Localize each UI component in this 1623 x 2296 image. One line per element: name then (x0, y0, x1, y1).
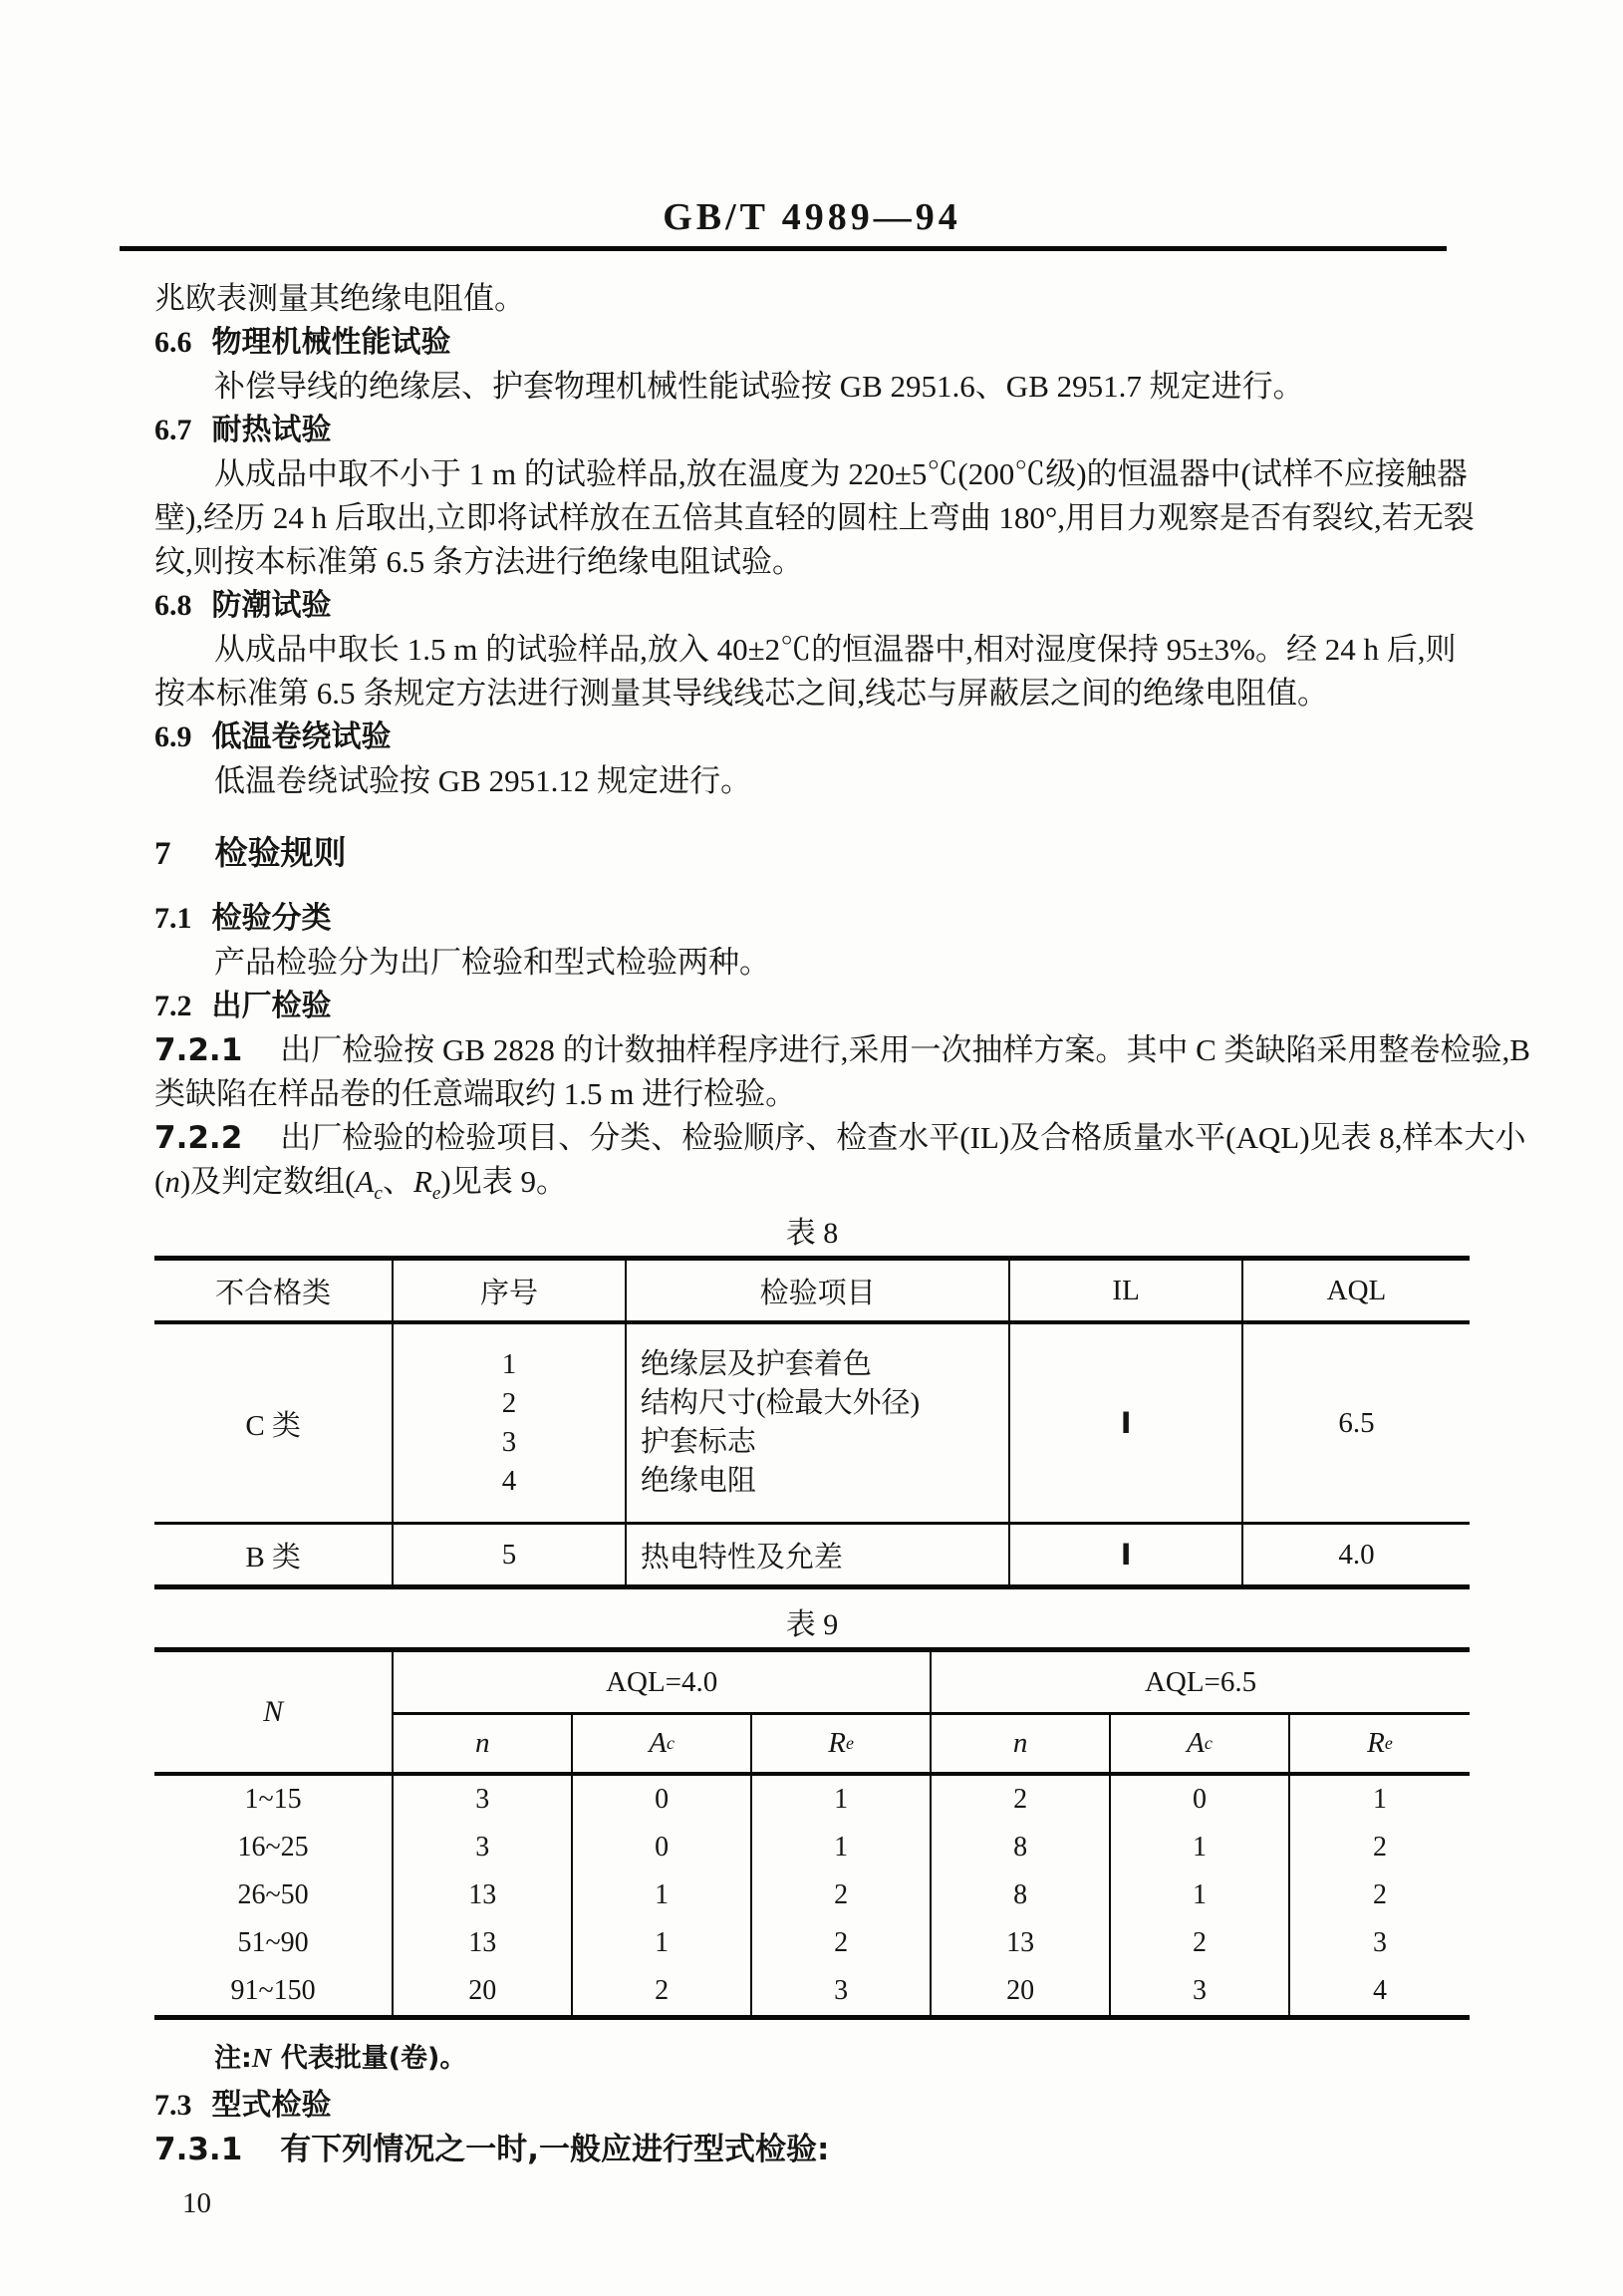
symbol-n: n (164, 1164, 180, 1199)
value-cell: 8 (932, 1824, 1111, 1871)
table-9-header (154, 1652, 1470, 1772)
subscript-c: c (1204, 1733, 1213, 1753)
table-row (154, 1967, 1470, 2015)
sub-header-Re (1290, 1715, 1470, 1772)
symbol-Re: R (412, 1164, 432, 1199)
clause-number: 6.8 (154, 589, 192, 622)
subscript-e: e (845, 1733, 854, 1753)
n-column-header: N (154, 1652, 394, 1772)
value-cell: 1 (1372, 1784, 1387, 1815)
column-header: IL (1010, 1261, 1243, 1320)
section-heading-7 (154, 829, 1470, 877)
table-9-caption: 表 9 (785, 1608, 839, 1641)
table-row (154, 1324, 1470, 1525)
symbol-A: A (649, 1727, 668, 1759)
clause-number: 7.2.1 (154, 1032, 243, 1068)
paragraph-line: 按本标准第 6.5 条规定方法进行测量其导线线芯之间,线芯与屏蔽层之间的绝缘电阻值。 (154, 676, 1328, 711)
clause-number: 6.6 (154, 326, 192, 359)
clause-heading-7-2 (154, 985, 1470, 1028)
inspection-items-cell (627, 1324, 1010, 1522)
value-cell: 20 (932, 1967, 1111, 2015)
clause-7-2-1-line-2: 类缺陷在样品卷的任意端取约 1.5 m 进行检验。 (154, 1076, 797, 1111)
aql-cell: 6.5 (1338, 1406, 1375, 1439)
column-header: 序号 (394, 1261, 627, 1320)
value-cell: 1 (573, 1871, 752, 1919)
page-number: 10 (182, 2187, 211, 2219)
paragraph-line: 从成品中取不小于 1 m 的试验样品,放在温度为 220±5℃(200℃级)的恒温器中(试样不应接触器 (214, 456, 1468, 491)
clause-title: 出厂检验 (211, 989, 332, 1023)
clause-7-3-1-line (154, 2128, 1470, 2171)
column-header: 不合格类 (154, 1261, 394, 1320)
aql-groups (394, 1652, 1470, 1772)
value-cell: 3 (394, 1824, 573, 1871)
batch-range-cell: 26~50 (154, 1871, 394, 1919)
symbol-R: R (828, 1727, 846, 1759)
inspection-item-cell: 热电特性及允差 (627, 1525, 1010, 1584)
subscript-c: c (374, 1183, 383, 1205)
value-cell: 2 (932, 1776, 1111, 1824)
value-cell: 3 (1372, 1927, 1387, 1958)
text-fragment: ( (154, 1164, 165, 1199)
table-row (154, 1871, 1470, 1919)
clause-7-2-1-line-1 (154, 1028, 1530, 1072)
value-cell: 8 (932, 1871, 1111, 1919)
sub-header-row (394, 1715, 1470, 1772)
table-9-body (154, 1772, 1470, 2015)
il-cell: I (1010, 1324, 1243, 1522)
page-content (154, 0, 1530, 2223)
seq-num: 1 (501, 1348, 517, 1380)
clause-7-2-2-line-2 (154, 1160, 1470, 1204)
paragraph-line: 产品检验分为出厂检验和型式检验两种。 (214, 945, 770, 980)
clause-text: 出厂检验按 GB 2828 的计数抽样程序进行,采用一次抽样方案。其中 C 类缺陷采用整卷检验,B (280, 1032, 1530, 1067)
table-8-header-row (154, 1261, 1470, 1324)
clause-text: 有下列情况之一时,一般应进行型式检验: (280, 2132, 830, 2167)
text-fragment: 、 (382, 1164, 413, 1199)
header-rule (120, 246, 1447, 251)
seq-num: 2 (501, 1387, 517, 1419)
clause-title: 防潮试验 (211, 588, 332, 623)
clause-7-2-2-line-1 (154, 1116, 1526, 1160)
subscript-e: e (1384, 1733, 1393, 1753)
column-header: AQL (1326, 1274, 1387, 1306)
sub-header-Re (752, 1715, 932, 1772)
value-cell: 13 (394, 1871, 573, 1919)
paragraph-line: 纹,则按本标准第 6.5 条方法进行绝缘电阻试验。 (154, 544, 803, 579)
column-header: 检验项目 (627, 1261, 1010, 1320)
clause-number: 7.2.2 (154, 1120, 243, 1156)
value-cell: 1 (573, 1919, 752, 1967)
value-cell: 20 (394, 1967, 573, 2015)
paragraph-line: 补偿导线的绝缘层、护套物理机械性能试验按 GB 2951.6、GB 2951.7 规定进行。 (214, 369, 1304, 404)
section-title: 检验规则 (214, 833, 347, 872)
clause-text: 出厂检验的检验项目、分类、检验顺序、检查水平(IL)及合格质量水平(AQL)见表 8,样本大小 (280, 1120, 1526, 1155)
text-fragment: )及判定数组( (179, 1164, 356, 1199)
clause-number: 6.7 (154, 414, 192, 446)
table-8-caption: 表 8 (785, 1217, 839, 1250)
value-cell: 0 (573, 1824, 752, 1871)
clause-title: 物理机械性能试验 (211, 325, 451, 360)
subscript-e: e (431, 1183, 441, 1205)
symbol-A: A (1187, 1727, 1205, 1759)
table-9 (154, 1647, 1470, 2020)
table-row (154, 1776, 1470, 1824)
il-cell: I (1010, 1525, 1243, 1584)
value-cell: 0 (1111, 1776, 1290, 1824)
batch-range-cell: 16~25 (154, 1824, 394, 1871)
clause-number: 7.3.1 (154, 2132, 243, 2167)
table-row (154, 1525, 1470, 1584)
value-cell: 2 (1372, 1832, 1387, 1863)
note-label: 注: (214, 2043, 252, 2074)
clause-title: 耐热试验 (211, 413, 332, 447)
sub-header-n: n (394, 1715, 573, 1772)
batch-range-cell: 1~15 (154, 1776, 394, 1824)
value-cell: 1 (1111, 1824, 1290, 1871)
inspection-item: 护套标志 (640, 1426, 756, 1458)
clause-heading-6-8 (154, 584, 1470, 628)
inspection-item: 绝缘电阻 (640, 1465, 756, 1497)
value-cell: 13 (394, 1919, 573, 1967)
sequence-number-cell: 5 (394, 1525, 627, 1584)
clause-number: 7.1 (154, 902, 192, 935)
batch-range-cell: 91~150 (154, 1967, 394, 2015)
value-cell: 3 (1111, 1967, 1290, 2015)
sequence-numbers-cell (394, 1324, 627, 1522)
seq-num: 3 (501, 1426, 517, 1458)
group-header-aql-6-5: AQL=6.5 (1144, 1665, 1257, 1698)
clause-title: 低温卷绕试验 (211, 719, 392, 754)
value-cell: 1 (752, 1776, 932, 1824)
table-8 (154, 1256, 1470, 1589)
batch-range-cell: 51~90 (154, 1919, 394, 1967)
clause-number: 7.3 (154, 2089, 192, 2122)
value-cell: 0 (573, 1776, 752, 1824)
note-text: 代表批量(卷)。 (271, 2043, 467, 2074)
table-row (154, 1919, 1470, 1967)
paragraph-line: 壁),经历 24 h 后取出,立即将试样放在五倍其直轻的圆柱上弯曲 180°,用目力观察是否有裂纹,若无裂 (154, 500, 1475, 535)
clause-heading-6-9 (154, 716, 1470, 759)
seq-num: 4 (501, 1465, 517, 1497)
value-cell: 2 (573, 1967, 752, 2015)
clause-title: 型式检验 (211, 2088, 332, 2123)
value-cell: 3 (394, 1776, 573, 1824)
clause-heading-6-6 (154, 321, 1470, 365)
clause-number: 7.2 (154, 990, 192, 1022)
table-9-note (154, 2038, 1470, 2078)
symbol-R: R (1367, 1727, 1385, 1759)
value-cell: 3 (752, 1967, 932, 2015)
doc-code-header: GB/T 4989—94 (663, 196, 961, 238)
paragraph-line: 低温卷绕试验按 GB 2951.12 规定进行。 (214, 763, 752, 798)
paragraph-line: 兆欧表测量其绝缘电阻值。 (154, 281, 525, 316)
sub-header-Ac (573, 1715, 752, 1772)
value-cell: 4 (1372, 1975, 1387, 2006)
aql-cell: 4.0 (1338, 1538, 1375, 1571)
clause-heading-7-3 (154, 2084, 1470, 2128)
value-cell: 2 (752, 1919, 932, 1967)
clause-heading-7-1 (154, 897, 1470, 941)
value-cell: 1 (1111, 1871, 1290, 1919)
clause-title: 检验分类 (211, 901, 332, 936)
inspection-item: 结构尺寸(检最大外径) (640, 1387, 921, 1419)
symbol-N: N (251, 2043, 272, 2073)
inspection-item: 绝缘层及护套着色 (640, 1348, 872, 1380)
value-cell: 13 (932, 1919, 1111, 1967)
clause-heading-6-7 (154, 409, 1470, 452)
value-cell: 2 (1372, 1879, 1387, 1910)
sub-header-Ac (1111, 1715, 1290, 1772)
group-header-row (394, 1652, 1470, 1715)
paragraph-line: 从成品中取长 1.5 m 的试验样品,放入 40±2℃的恒温器中,相对湿度保持 95±3%。经 24 h 后,则 (214, 632, 1457, 667)
value-cell: 2 (1111, 1919, 1290, 1967)
group-header-aql-4: AQL=4.0 (394, 1652, 932, 1712)
value-cell: 1 (752, 1824, 932, 1871)
defect-class-cell: C 类 (154, 1324, 394, 1522)
sub-header-n: n (932, 1715, 1111, 1772)
defect-class-cell: B 类 (154, 1525, 394, 1584)
section-number: 7 (154, 836, 171, 872)
text-fragment: )见表 9。 (440, 1164, 567, 1199)
table-row (154, 1824, 1470, 1871)
clause-number: 6.9 (154, 720, 192, 753)
value-cell: 2 (752, 1871, 932, 1919)
subscript-c: c (667, 1733, 676, 1753)
symbol-Ac: A (355, 1164, 375, 1199)
